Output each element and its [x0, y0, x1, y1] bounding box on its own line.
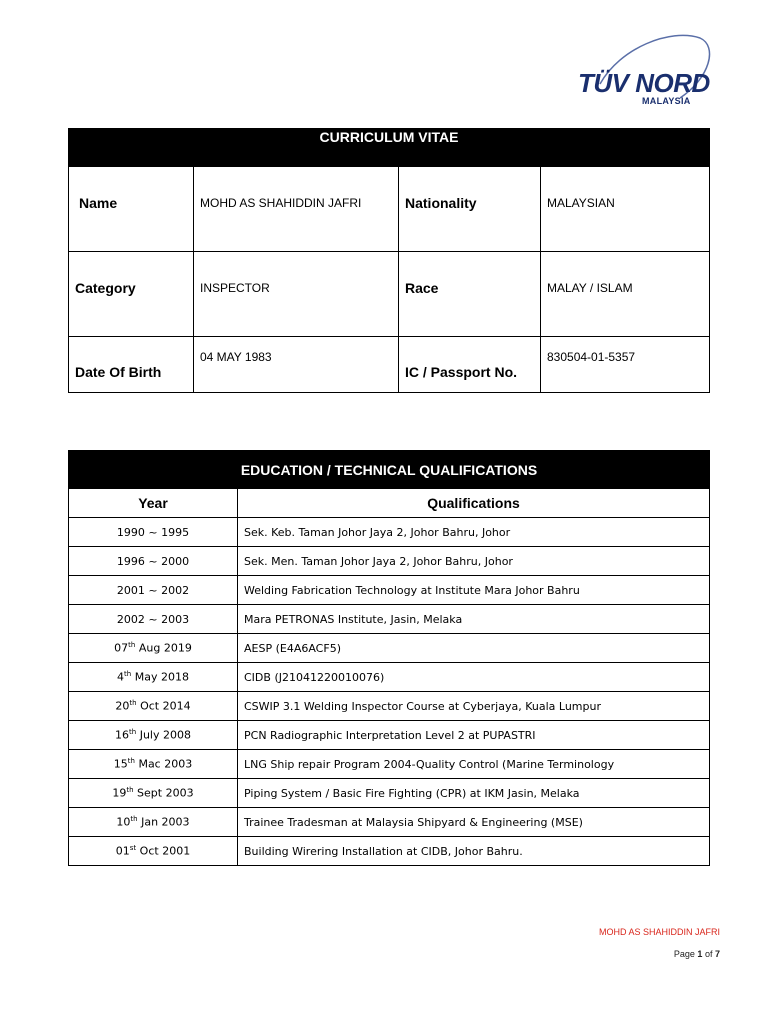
cv-table [68, 128, 710, 393]
table-row [69, 837, 710, 866]
qualification-cell: Building Wirering Installation at CIDB, Johor Bahru. [238, 837, 710, 866]
year-ordinal: th [127, 757, 135, 766]
table-row [69, 576, 710, 605]
year-ordinal: th [130, 815, 138, 824]
qualification-cell: Sek. Men. Taman Johor Jaya 2, Johor Bahru, Johor [238, 547, 710, 576]
page-indicator [674, 949, 720, 959]
year-column-header: Year [69, 489, 238, 518]
race-label: Race [405, 280, 439, 296]
year-cell [69, 663, 238, 692]
year-ordinal: th [129, 728, 137, 737]
education-table [68, 450, 710, 866]
year-ordinal: th [126, 786, 134, 795]
year-cell [69, 779, 238, 808]
category-value: INSPECTOR [200, 281, 270, 295]
year-cell: 1990 ~ 1995 [69, 518, 238, 547]
ic-label: IC / Passport No. [405, 364, 518, 380]
year-cell: 2002 ~ 2003 [69, 605, 238, 634]
year-month-year: Oct 2014 [136, 699, 191, 713]
year-month-year: July 2008 [136, 728, 191, 742]
year-day: 07 [114, 641, 129, 655]
year-cell [69, 692, 238, 721]
ic-value: 830504-01-5357 [547, 350, 636, 364]
table-row [69, 692, 710, 721]
year-month-year: Sept 2003 [133, 786, 194, 800]
qualification-cell: CSWIP 3.1 Welding Inspector Course at Cyberjaya, Kuala Lumpur [238, 692, 710, 721]
year-cell [69, 750, 238, 779]
qualifications-column-header: Qualifications [238, 489, 710, 518]
nationality-value: MALAYSIAN [547, 196, 615, 210]
year-cell [69, 721, 238, 750]
year-day: 20 [115, 699, 130, 713]
qualification-cell: LNG Ship repair Program 2004-Quality Control (Marine Terminology [238, 750, 710, 779]
year-day: 4 [117, 670, 125, 684]
nationality-label: Nationality [405, 195, 477, 211]
page-current: 1 [697, 949, 703, 959]
year-ordinal: th [129, 699, 137, 708]
dob-label: Date Of Birth [75, 364, 162, 380]
year-cell [69, 634, 238, 663]
logo-sub: MALAYSIA [642, 96, 691, 106]
table-row [69, 547, 710, 576]
page-word: Page [673, 949, 695, 959]
category-label: Category [75, 280, 136, 296]
table-row [69, 518, 710, 547]
year-cell [69, 837, 238, 866]
year-cell: 2001 ~ 2002 [69, 576, 238, 605]
race-value: MALAY / ISLAM [547, 281, 633, 295]
name-value: MOHD AS SHAHIDDIN JAFRI [200, 196, 362, 210]
qualification-cell: Piping System / Basic Fire Fighting (CPR) at IKM Jasin, Melaka [238, 779, 710, 808]
year-month-year: Oct 2001 [136, 844, 191, 858]
table-row [69, 779, 710, 808]
dob-value: 04 MAY 1983 [200, 350, 272, 364]
table-row [69, 663, 710, 692]
year-day: 01 [115, 844, 130, 858]
company-logo [560, 28, 720, 112]
qualification-cell: PCN Radiographic Interpretation Level 2 at PUPASTRI [238, 721, 710, 750]
table-row [69, 750, 710, 779]
qualification-cell: Trainee Tradesman at Malaysia Shipyard & Engineering (MSE) [238, 808, 710, 837]
year-ordinal: st [129, 844, 137, 853]
qualification-cell: Welding Fabrication Technology at Institute Mara Johor Bahru [238, 576, 710, 605]
year-ordinal: th [124, 670, 132, 679]
education-title: EDUCATION / TECHNICAL QUALIFICATIONS [69, 451, 710, 489]
name-label: Name [79, 195, 118, 211]
table-row [69, 808, 710, 837]
year-day: 15 [113, 757, 128, 771]
footer-name: MOHD AS SHAHIDDIN JAFRI [598, 927, 720, 937]
table-row [69, 605, 710, 634]
year-month-year: Mac 2003 [134, 757, 193, 771]
page-of: of [704, 949, 713, 959]
year-cell: 1996 ~ 2000 [69, 547, 238, 576]
year-day: 10 [116, 815, 131, 829]
table-row [69, 721, 710, 750]
year-month-year: Aug 2019 [135, 641, 192, 655]
year-month-year: May 2018 [131, 670, 189, 684]
year-month-year: Jan 2003 [137, 815, 190, 829]
logo-brand: TÜV NORD [578, 68, 710, 98]
qualification-cell: Mara PETRONAS Institute, Jasin, Melaka [238, 605, 710, 634]
qualification-cell: Sek. Keb. Taman Johor Jaya 2, Johor Bahru, Johor [238, 518, 710, 547]
year-day: 16 [115, 728, 130, 742]
year-ordinal: th [128, 641, 136, 650]
cv-title: CURRICULUM VITAE [69, 129, 710, 167]
year-cell [69, 808, 238, 837]
qualification-cell: AESP (E4A6ACF5) [238, 634, 710, 663]
page-total: 7 [714, 949, 720, 959]
table-row [69, 634, 710, 663]
year-day: 19 [112, 786, 127, 800]
qualification-cell: CIDB (J21041220010076) [238, 663, 710, 692]
